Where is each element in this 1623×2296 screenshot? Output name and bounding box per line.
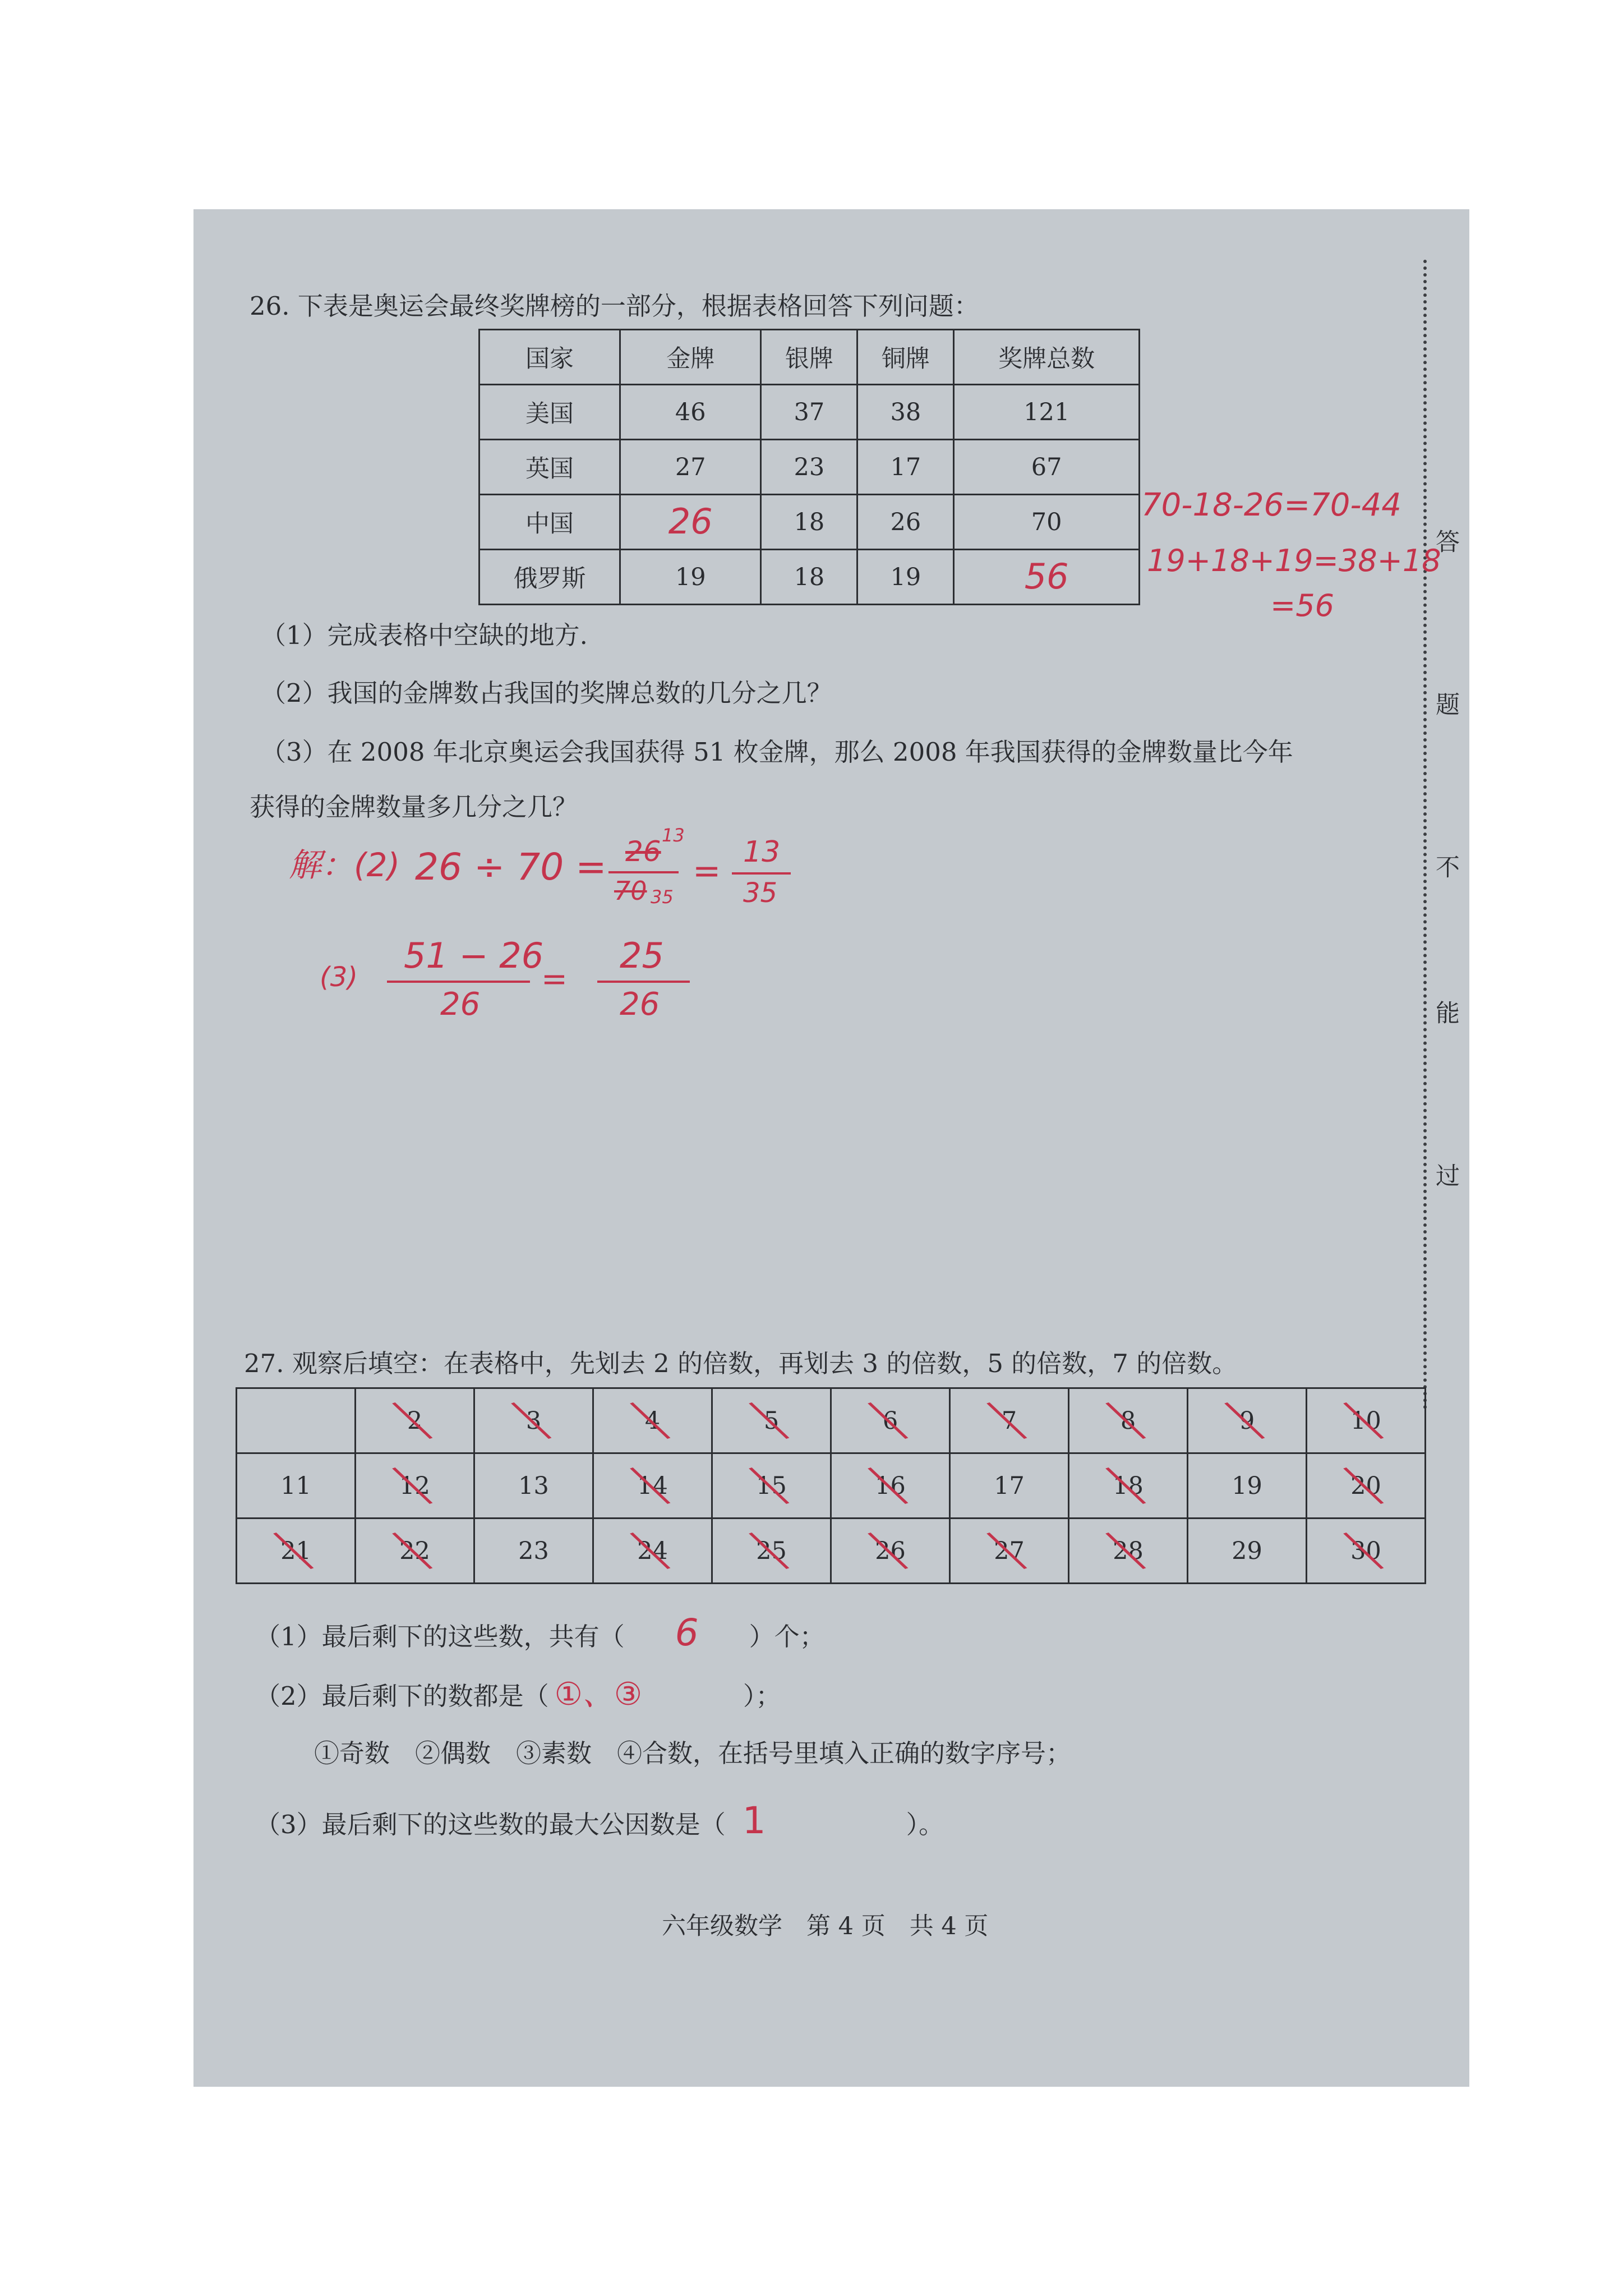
fraction-numerator: 13 [743,835,781,869]
fraction-bar [732,872,791,875]
grid-cell [950,1453,1069,1519]
page-footer: 六年级数学 第 4 页 共 4 页 [662,1912,989,1940]
table-cell: 17 [857,440,954,495]
margin-char: 能 [1436,1000,1460,1028]
table-cell: 美国 [479,385,620,440]
fraction-bar [597,981,690,983]
sub3-prefix: （3）最后剩下的这些数的最大公因数是（ [255,1810,726,1839]
grid-cell [831,1453,950,1519]
strike-mark [594,1389,711,1452]
table-cell: 18 [761,495,857,550]
strike-mark [475,1389,592,1452]
grid-row [237,1519,1426,1584]
table-cell: 19 [620,550,761,605]
table-cell: 27 [620,440,761,495]
margin-char: 过 [1436,1162,1460,1190]
sub3-suffix: ）。 [906,1810,944,1839]
table-cell: 67 [954,440,1140,495]
equals-sign: = [541,961,568,997]
table-cell: 中国 [479,495,620,550]
answer2-expr: 26 ÷ 70 = [415,845,607,889]
grid-cell [1069,1519,1188,1584]
grid-number: 19 [1232,1471,1262,1500]
strike-mark [832,1454,949,1517]
strike-mark [1069,1454,1187,1517]
grid-number: 18 [1113,1471,1144,1500]
q27-title: 27. 观察后填空：在表格中，先划去 2 的倍数，再划去 3 的倍数，5 的倍数，7 的倍数。 [244,1349,1238,1378]
grid-cell [474,1388,593,1453]
strike-mark [951,1519,1068,1582]
strike-mark [356,1389,473,1452]
q26-sub3: （3）在 2008 年北京奥运会我国获得 51 枚金牌，那么 2008 年我国获得的金牌数量比今年 [261,737,1293,767]
grid-number: 24 [637,1536,668,1565]
grid-cell [356,1388,474,1453]
exam-sheet [193,209,1469,2087]
grid-number: 21 [280,1536,311,1565]
grid-cell [712,1453,831,1519]
strike-mark [713,1389,830,1452]
table-row [479,385,1140,440]
fraction-bar [608,871,679,873]
grid-number: 5 [763,1406,780,1435]
column-header: 银牌 [761,330,857,385]
handwritten-cell-china-gold [620,495,761,550]
grid-number: 17 [994,1471,1025,1500]
grid-number: 11 [280,1471,311,1500]
sub2-suffix: ）； [743,1681,781,1711]
side-work-line: 70-18-26=70-44 [1141,487,1401,523]
grid-number: 8 [1120,1406,1136,1435]
grid-cell [356,1453,474,1519]
grid-number: 22 [399,1536,430,1565]
table-cell: 23 [761,440,857,495]
grid-cell [356,1519,474,1584]
strike-mark [237,1519,354,1582]
medal-table [478,329,1140,605]
grid-cell [1188,1519,1307,1584]
grid-number: 26 [875,1536,906,1565]
grid-cell [1307,1388,1426,1453]
margin-char: 题 [1436,691,1460,719]
table-cell: 38 [857,385,954,440]
grid-cell [831,1519,950,1584]
fraction-denominator: 26 [440,986,481,1023]
grid-number: 13 [518,1471,549,1500]
fraction-numerator: 26 [625,835,661,868]
grid-cell [593,1519,712,1584]
strike-mark [594,1454,711,1517]
table-row [479,440,1140,495]
strike-mark [832,1519,949,1582]
grid-number: 3 [525,1406,542,1435]
grid-number: 16 [875,1471,906,1500]
binding-line [1423,260,1427,1410]
strike-mark [356,1519,473,1582]
grid-cell [474,1519,593,1584]
fraction-denominator: 26 [620,986,660,1023]
grid-cell [831,1388,950,1453]
strike-mark [951,1389,1068,1452]
sub1-answer: 6 [675,1611,699,1654]
sub2-answer: ①、③ [554,1676,643,1713]
sub1-prefix: （1）最后剩下的这些数，共有（ [255,1622,625,1651]
strike-mark [713,1519,830,1582]
grid-cell [237,1519,356,1584]
strike-mark [356,1454,473,1517]
q26-sub1: （1）完成表格中空缺的地方. [261,620,588,650]
handwritten-answer: 56 [1024,556,1069,597]
grid-cell [950,1519,1069,1584]
grid-cell [1188,1453,1307,1519]
fraction-numerator: 25 [620,935,664,976]
table-header-row [479,330,1140,385]
q27-sub2 [255,1676,781,1713]
q26-sub3-cont: 获得的金牌数量多几分之几？ [250,792,578,822]
table-cell: 46 [620,385,761,440]
number-grid [236,1387,1426,1584]
strike-mark [1069,1519,1187,1582]
grid-number: 23 [518,1536,549,1565]
grid-cell [712,1388,831,1453]
grid-cell [593,1453,712,1519]
sub3-answer: 1 [742,1799,766,1842]
grid-number: 14 [637,1471,668,1500]
side-work-line: 19+18+19=38+18 [1147,543,1441,578]
grid-row [237,1388,1426,1453]
grid-number: 10 [1350,1406,1381,1435]
table-cell: 俄罗斯 [479,550,620,605]
column-header: 铜牌 [857,330,954,385]
margin-char: 答 [1436,528,1460,556]
strike-mark [1307,1389,1424,1452]
fraction-numerator-reduced: 13 [662,825,685,846]
grid-number: 25 [756,1536,787,1565]
grid-cell [1188,1388,1307,1453]
grid-cell [237,1453,356,1519]
fraction-numerator: 51 − 26 [404,935,544,976]
grid-row [237,1453,1426,1519]
strike-mark [1069,1389,1187,1452]
table-cell: 19 [857,550,954,605]
grid-number: 4 [644,1406,661,1435]
q26-sub2: （2）我国的金牌数占我国的奖牌总数的几分之几？ [261,678,832,708]
strike-mark [1188,1389,1306,1452]
column-header: 奖牌总数 [954,330,1140,385]
table-cell: 70 [954,495,1140,550]
grid-cell [712,1519,831,1584]
grid-number: 7 [1001,1406,1017,1435]
q27-sub3 [255,1799,944,1842]
fraction-denominator-reduced: 35 [651,886,674,908]
q27-options: ①奇数 ②偶数 ③素数 ④合数，在括号里填入正确的数字序号； [314,1738,1072,1768]
sub1-suffix: ）个； [749,1622,825,1651]
column-header: 金牌 [620,330,761,385]
column-header: 国家 [479,330,620,385]
grid-number: 27 [994,1536,1025,1565]
grid-cell [1307,1453,1426,1519]
strike-mark [1307,1454,1424,1517]
fraction-denominator: 35 [743,877,778,909]
equals-sign: = [693,852,721,891]
table-cell: 121 [954,385,1140,440]
grid-cell [1069,1388,1188,1453]
fraction-denominator: 70 [614,876,647,906]
grid-number: 9 [1239,1406,1255,1435]
grid-number: 2 [407,1406,423,1435]
grid-cell [1069,1453,1188,1519]
grid-number: 15 [756,1471,787,1500]
grid-number: 28 [1113,1536,1144,1565]
q27-sub1 [255,1611,825,1654]
table-row [479,550,1140,605]
grid-cell [593,1388,712,1453]
grid-cell [237,1388,356,1453]
table-row [479,495,1140,550]
grid-number: 12 [399,1471,430,1500]
handwritten-cell-russia-total [954,550,1140,605]
table-cell: 26 [857,495,954,550]
side-work-line: =56 [1270,588,1334,623]
strike-mark [713,1454,830,1517]
q26-title: 26. 下表是奥运会最终奖牌榜的一部分，根据表格回答下列问题： [250,291,979,321]
handwritten-answer: 26 [668,501,713,542]
table-cell: 18 [761,550,857,605]
table-cell: 37 [761,385,857,440]
sub2-prefix: （2）最后剩下的数都是（ [255,1681,549,1711]
grid-cell [474,1453,593,1519]
answer2-prefix: 解：(2) [289,846,400,884]
margin-char: 不 [1436,854,1460,882]
fraction-bar [387,981,530,983]
strike-mark [1307,1519,1424,1582]
grid-number: 20 [1350,1471,1381,1500]
answer3-prefix: (3) [320,961,358,993]
grid-cell [1307,1519,1426,1584]
grid-number: 29 [1232,1536,1262,1565]
table-cell: 英国 [479,440,620,495]
grid-cell [950,1388,1069,1453]
strike-mark [594,1519,711,1582]
grid-number: 6 [882,1406,898,1435]
grid-number: 30 [1350,1536,1381,1565]
strike-mark [832,1389,949,1452]
